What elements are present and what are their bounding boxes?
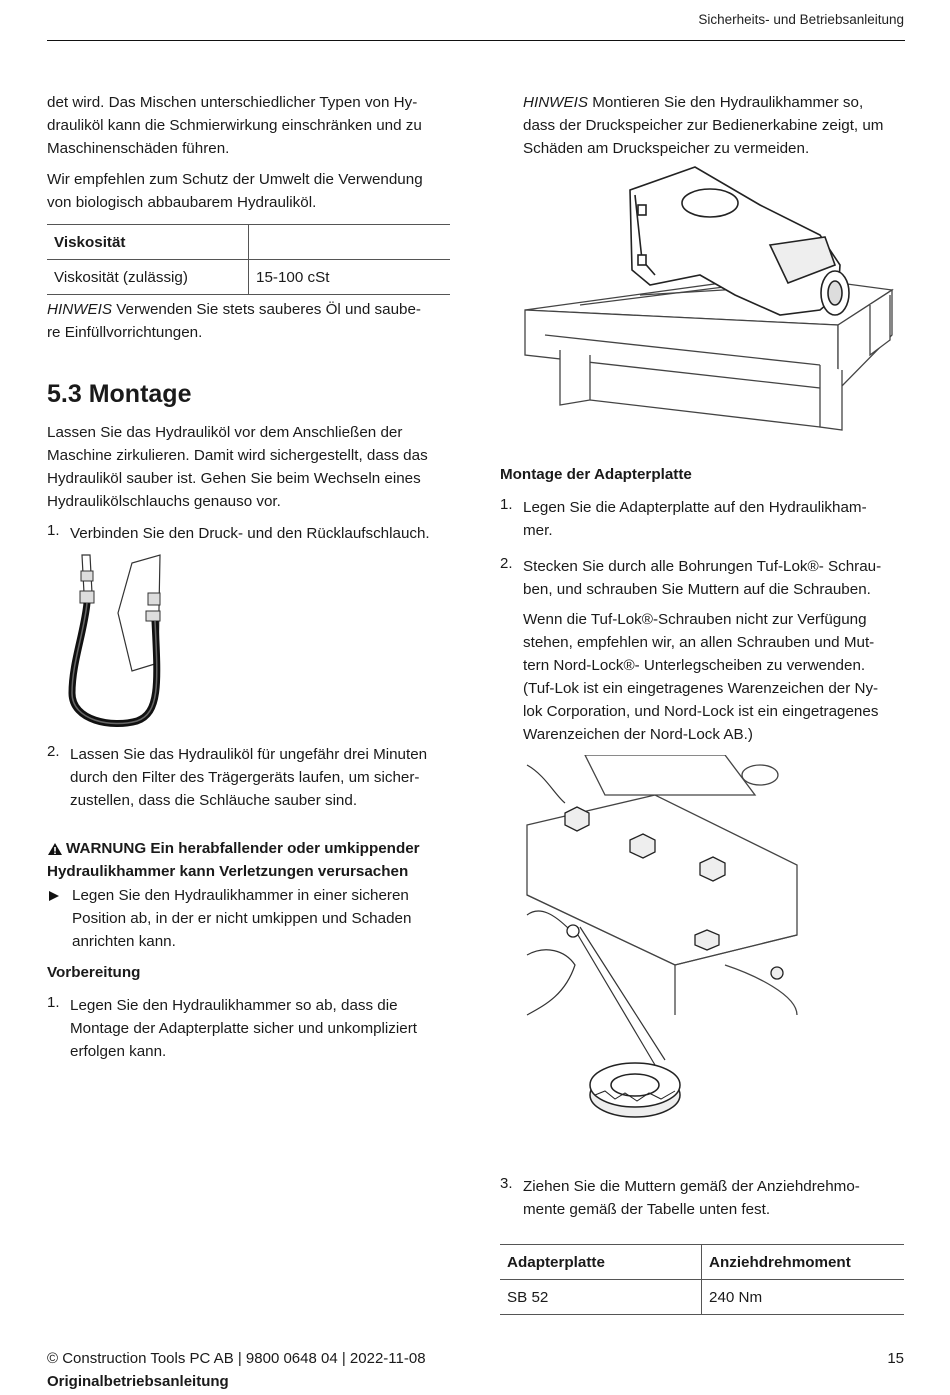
paragraph-circulate: Lassen Sie das Hydrauliköl vor dem Anschließen der Maschine zirkulieren. Damit wird sichergestellt, dass das Hydrauliköl sauber ist. Gehen Sie beim Wechseln eines Hydraulikölschlauchs genauso vor. (47, 424, 428, 510)
table-row (500, 1280, 904, 1315)
step-number: 1. (47, 994, 60, 1011)
note-clean-oil (47, 298, 457, 344)
table-cell: 15-100 cSt (249, 260, 451, 295)
running-header: Sicherheits- und Betriebsanleitung (698, 12, 904, 27)
subsection-title: Montage der Adapterplatte (500, 466, 692, 483)
step-note: Wenn die Tuf-Lok®-Schrauben nicht zur Verfügung stehen, empfehlen wir, an allen Schrauben und Mut- tern Nord-Lock®- Unterlegscheiben zu verwenden. (Tuf-Lok ist ein eingetragenes Warenzeichen der Ny- lok Corporation, und Nord-Lock ist ein eingetragenes Warenzeichen der Nord-Lock AB.) (523, 611, 879, 743)
viscosity-table (47, 224, 450, 295)
step-number: 1. (500, 496, 513, 513)
paragraph-bio-oil: Wir empfehlen zum Schutz der Umwelt die Verwendung von biologisch abbaubarem Hydrauliköl. (47, 171, 423, 211)
subsection-title: Vorbereitung (47, 964, 141, 981)
table-row (47, 225, 450, 260)
step-text: Legen Sie den Hydraulikhammer so ab, dass die Montage der Adapterplatte sicher und unkompliziert erfolgen kann. (70, 997, 417, 1060)
note-text: Verwenden Sie stets sauberes Öl und saube- re Einfüllvorrichtungen. (47, 301, 421, 341)
warning-item: Legen Sie den Hydraulikhammer in einer sicheren Position ab, in der er nicht umkippen und Schaden anrichten kann. (72, 887, 412, 950)
note-text: Montieren Sie den Hydraulikhammer so, dass der Druckspeicher zur Bedienerkabine zeigt, um Schäden am Druckspeicher zu vermeiden. (523, 94, 884, 157)
step-text: Stecken Sie durch alle Bohrungen Tuf-Lok®- Schrau- ben, und schrauben Sie Muttern auf die Schrauben. (523, 558, 882, 598)
step-text: Legen Sie die Adapterplatte auf den Hydraulikham- mer. (523, 499, 867, 539)
footer-subtitle: Originalbetriebsanleitung (47, 1373, 229, 1390)
step-number: 2. (500, 555, 513, 572)
step-text: Verbinden Sie den Druck- und den Rücklaufschlauch. (70, 525, 430, 542)
bullet-arrow-icon (48, 890, 60, 902)
table-header-cell: Viskosität (47, 225, 249, 260)
section-title: 5.3 Montage (47, 380, 192, 408)
table-header-cell: Anziehdrehmoment (702, 1245, 905, 1280)
footer-copyright: © Construction Tools PC AB | 9800 0648 04 | 2022-11-08 (47, 1350, 426, 1367)
step-number: 2. (47, 743, 60, 760)
table-header-cell (249, 225, 451, 260)
table-cell: 240 Nm (702, 1280, 905, 1315)
step-number: 1. (47, 522, 60, 539)
warning-title: WARNUNG Ein herabfallender oder umkippender Hydraulikhammer kann Verletzungen verursachen (47, 840, 420, 880)
bolt-washer-illustration (525, 755, 800, 1165)
page-number: 15 (887, 1350, 904, 1367)
note-label: HINWEIS (47, 301, 112, 318)
torque-table (500, 1244, 904, 1315)
note-label: HINWEIS (523, 94, 588, 111)
step-number: 3. (500, 1175, 513, 1192)
step-text: Lassen Sie das Hydrauliköl für ungefähr drei Minuten durch den Filter des Trägergeräts laufen, um sicher- zustellen, dass die Schläuche sauber sind. (70, 746, 428, 809)
step-text: Ziehen Sie die Muttern gemäß der Anziehdrehmo- mente gemäß der Tabelle unten fest. (523, 1178, 860, 1218)
note-accumulator (523, 91, 923, 160)
table-cell: SB 52 (500, 1280, 702, 1315)
hose-illustration (62, 553, 174, 731)
paragraph-oil-mixing: det wird. Das Mischen unterschiedlicher Typen von Hy- drauliköl kann die Schmierwirkung einschränken und zu Maschinenschäden führen. (47, 94, 422, 157)
table-row (47, 260, 450, 295)
table-header-cell: Adapterplatte (500, 1245, 702, 1280)
table-cell: Viskosität (zulässig) (47, 260, 249, 295)
table-row (500, 1245, 904, 1280)
header-rule (47, 40, 905, 41)
hammer-on-pallet-illustration (520, 165, 900, 445)
